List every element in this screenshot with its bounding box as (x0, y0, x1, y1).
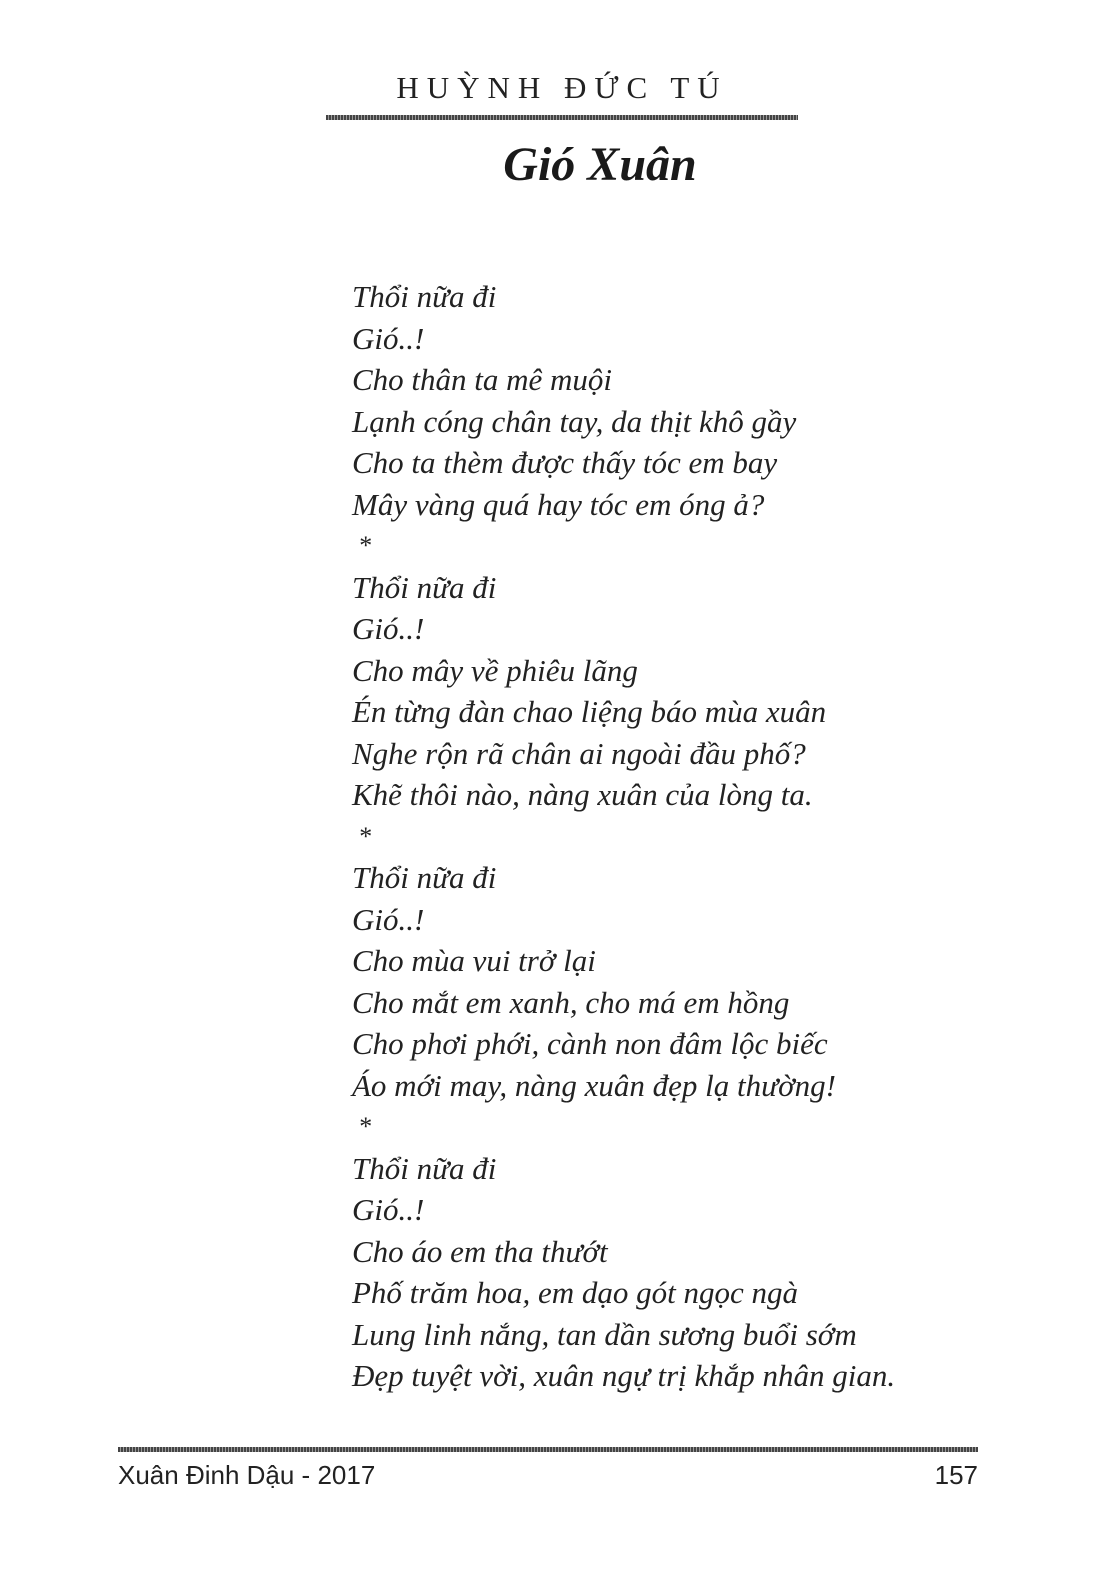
poem-line: Cho mắt em xanh, cho má em hồng (352, 984, 790, 1020)
poem-line: Thổi nữa đi (352, 279, 497, 314)
author-name: HUỲNH ĐỨC TÚ (396, 70, 728, 105)
poem-line: Thổi nữa đi (352, 1150, 497, 1186)
poem-title: Gió Xuân (503, 138, 697, 191)
poem-line: Lung linh nắng, tan dần sương buổi sớm (352, 1316, 857, 1352)
footer-divider (118, 1447, 978, 1452)
poem-line: Nghe rộn rã chân ai ngoài đầu phố? (352, 735, 806, 771)
page-number: 157 (934, 1460, 978, 1490)
stanza-separator: * (358, 1112, 371, 1141)
poem-line: Gió..! (352, 320, 425, 356)
publication-label: Xuân Đinh Dậu - 2017 (118, 1460, 376, 1490)
header-divider (326, 115, 798, 120)
poem-line: Thổi nữa đi (352, 569, 497, 605)
poem-line: Cho áo em tha thướt (352, 1233, 608, 1269)
poem-line: Cho phơi phới, cành non đâm lộc biếc (352, 1026, 828, 1061)
poem-line: Cho ta thèm được thấy tóc em bay (352, 445, 778, 480)
poem-line: Lạnh cóng chân tay, da thịt khô gầy (352, 403, 797, 439)
poem-body (352, 276, 1052, 1397)
poem-line: Khẽ thôi nào, nàng xuân của lòng ta. (352, 777, 813, 812)
poem-line: Gió..! (352, 611, 425, 646)
poem-line: Én từng đàn chao liệng báo mùa xuân (352, 694, 827, 729)
poem-line: Gió..! (352, 1192, 425, 1227)
poem-line: Cho thân ta mê muội (352, 362, 613, 397)
poem-line: Phố trăm hoa, em dạo gót ngọc ngà (352, 1275, 799, 1310)
poem-line: Cho mùa vui trở lại (352, 943, 596, 978)
poem-line: Thổi nữa đi (352, 860, 497, 895)
poem-line: Cho mây về phiêu lãng (352, 652, 638, 688)
stanza-separator: * (358, 821, 371, 851)
poem-line: Đẹp tuyệt vời, xuân ngự trị khắp nhân gian. (352, 1358, 896, 1393)
stanza-separator: * (358, 531, 371, 560)
poem-line: Mây vàng quá hay tóc em óng ả? (352, 486, 765, 522)
poem-line: Gió..! (352, 901, 425, 937)
poem-line: Áo mới may, nàng xuân đẹp lạ thường! (352, 1067, 836, 1103)
